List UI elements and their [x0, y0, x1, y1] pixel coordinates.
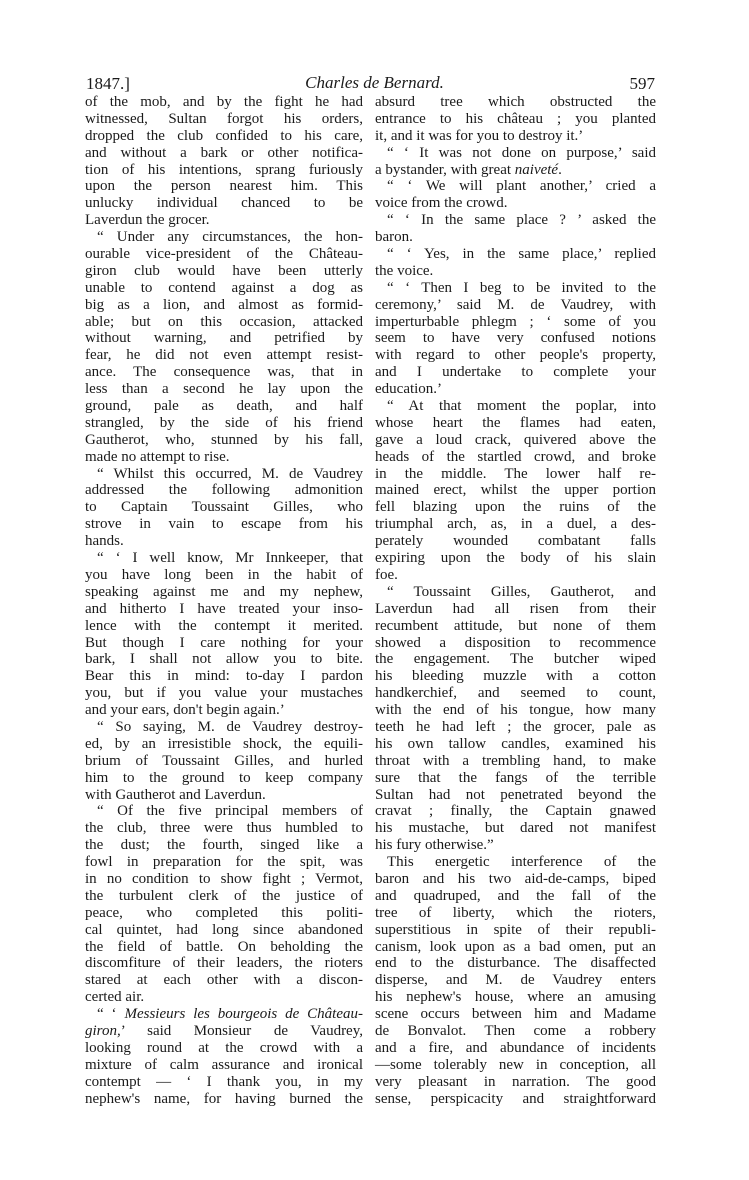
italic-text: naiveté: [514, 161, 559, 178]
text-line: [375, 787, 656, 804]
text-line: [85, 719, 363, 736]
text-line: [375, 651, 656, 668]
text-line: [85, 905, 363, 922]
line-text: dropped the club confided to his care,: [85, 127, 363, 144]
text-line: [85, 347, 363, 364]
running-title: Charles de Bernard.: [305, 73, 444, 92]
text-line: [85, 1040, 363, 1057]
line-text: his fury otherwise.”: [375, 837, 494, 854]
text-line: [375, 381, 656, 398]
line-text: less than a second he lay upon the: [85, 381, 363, 398]
line-text: cravat ; finally, the Captain gnawed: [375, 803, 656, 820]
line-text: fell blazing upon the ruins of the: [375, 499, 656, 516]
text-line: [375, 905, 656, 922]
line-text: “ Whilst this occurred, M. de Vaudrey: [97, 465, 363, 482]
line-text: his mustache, but dared not manifest: [375, 820, 656, 837]
text-line: [375, 94, 656, 111]
line-text: without warning, and petrified by: [85, 330, 363, 347]
line-text: very pleasant in narration. The good: [375, 1073, 656, 1090]
line-text: “ ‘: [97, 1006, 125, 1023]
line-text: his own tallow candles, examined his: [375, 735, 656, 752]
line-text: brium of Toussaint Gilles, and hurled: [85, 752, 363, 769]
text-line: [85, 972, 363, 989]
text-line: [85, 601, 363, 618]
text-line: [85, 516, 363, 533]
text-line: [375, 871, 656, 888]
line-text: the voice.: [375, 262, 434, 279]
italic-text: Messieurs les bourgeois de Château-: [124, 1006, 363, 1023]
text-line: [85, 195, 363, 212]
line-text: to Captain Toussaint Gilles, who: [85, 499, 363, 516]
line-text: with regard to other people's property,: [375, 347, 656, 364]
text-line: [85, 618, 363, 635]
text-line: [85, 178, 363, 195]
line-text: “ ‘ I well know, Mr Innkeeper, that: [97, 550, 363, 567]
text-line: [85, 888, 363, 905]
line-text: disperse, and M. de Vaudrey enters: [375, 972, 656, 989]
line-text: canism, look upon as a bad omen, put an: [375, 938, 656, 955]
line-text: “ Under any circumstances, the hon-: [97, 229, 363, 246]
line-text: de Bonvalot. Then come a robbery: [375, 1022, 656, 1039]
text-line: [85, 820, 363, 837]
text-line: [375, 1006, 656, 1023]
text-line: [375, 567, 656, 584]
line-text: a bystander, with great: [375, 161, 515, 178]
text-line: [85, 989, 363, 1006]
text-line: [375, 618, 656, 635]
line-text: upon the person nearest him. This: [85, 178, 363, 195]
text-line: [85, 128, 363, 145]
text-line: [375, 939, 656, 956]
text-line: [375, 330, 656, 347]
line-text: baron.: [375, 229, 413, 246]
line-text: stared at each other with a discon-: [85, 972, 363, 989]
line-text: in the middle. The lower half re-: [375, 465, 656, 482]
text-line: [375, 803, 656, 820]
text-line: [85, 263, 363, 280]
text-line: [375, 347, 656, 364]
text-line: [375, 246, 656, 263]
text-line: [85, 94, 363, 111]
text-line: [85, 955, 363, 972]
text-line: [375, 364, 656, 381]
line-text: fowl in preparation for the spit, was: [85, 854, 363, 871]
text-line: [375, 533, 656, 550]
line-text: perately wounded combatant falls: [375, 533, 656, 550]
text-line: [85, 145, 363, 162]
line-text: and a fire, and abundance of incidents: [375, 1039, 656, 1056]
line-text: superstitious in spite of their republi-: [375, 921, 656, 938]
text-line: [375, 989, 656, 1006]
line-text: Laverdun the grocer.: [85, 212, 210, 229]
year-header: 1847.]: [86, 74, 130, 93]
line-text: “ ‘ It was not done on purpose,’ said: [387, 144, 656, 161]
text-line: [375, 178, 656, 195]
line-text: ourable vice-president of the Château-: [85, 246, 363, 263]
text-line: [375, 668, 656, 685]
text-line: [85, 550, 363, 567]
line-text: scene occurs between him and Madame: [375, 1006, 656, 1023]
line-text: fear, he did not even attempt resist-: [85, 347, 363, 364]
text-line: [85, 533, 363, 550]
text-line: [375, 719, 656, 736]
line-text: unlucky individual chanced to be: [85, 195, 363, 212]
line-text: hands.: [85, 533, 124, 550]
text-line: [85, 939, 363, 956]
line-text: mained erect, whilst the upper portion: [375, 482, 656, 499]
text-line: [375, 854, 656, 871]
text-line: [375, 1040, 656, 1057]
text-line: [85, 212, 363, 229]
line-text: the field of battle. On beholding the: [85, 938, 363, 955]
line-text: able; but on this occasion, attacked: [85, 313, 363, 330]
text-line: [375, 263, 656, 280]
line-text: ed, by an irresistible shock, the equili-: [85, 735, 363, 752]
line-text: sure that the fangs of the terrible: [375, 769, 656, 786]
line-text: This energetic interference of the: [387, 854, 656, 871]
line-text: lence with the contempt it merited.: [85, 617, 363, 634]
line-text: absurd tree which obstructed the: [375, 94, 656, 110]
line-text: foe.: [375, 566, 398, 583]
line-text: Sultan had not penetrated beyond the: [375, 786, 656, 803]
line-text: expiring upon the body of his slain: [375, 550, 656, 567]
text-line: [375, 398, 656, 415]
line-text: and quadruped, and the fall of the: [375, 887, 656, 904]
text-line: [375, 753, 656, 770]
text-line: [85, 482, 363, 499]
text-line: [85, 111, 363, 128]
line-text: bark, I shall not allow you to bite.: [85, 651, 363, 668]
text-line: [375, 820, 656, 837]
text-line: [85, 567, 363, 584]
text-line: [375, 837, 656, 854]
line-text: tree of liberty, which the rioters,: [375, 904, 656, 921]
text-line: [85, 1074, 363, 1091]
text-line: [85, 499, 363, 516]
text-line: [375, 702, 656, 719]
line-text: heads of the startled crowd, and broke: [375, 448, 656, 465]
line-text: entrance to his château ; you planted: [375, 110, 656, 127]
line-text: throat with a trembling hand, to make: [375, 752, 656, 769]
text-line: [375, 449, 656, 466]
text-line: [375, 1074, 656, 1091]
text-line: [85, 635, 363, 652]
line-text: with Gautherot and Laverdun.: [85, 786, 266, 803]
line-text: baron and his two aid-de-camps, biped: [375, 870, 656, 887]
line-text: cal quintet, had long since abandoned: [85, 921, 363, 938]
line-text: strangled, by the side of his friend: [85, 414, 363, 431]
line-text: made no attempt to rise.: [85, 448, 230, 465]
text-line: [85, 854, 363, 871]
text-line: [375, 584, 656, 601]
text-line: [85, 381, 363, 398]
line-text: voice from the crowd.: [375, 195, 508, 212]
right-column: [375, 94, 656, 1107]
text-line: [375, 466, 656, 483]
line-text: ground, pale as death, and half: [85, 398, 363, 415]
left-column: [85, 94, 363, 1107]
text-line: [375, 888, 656, 905]
line-text: ceremony,’ said M. de Vaudrey, with: [375, 296, 656, 313]
line-text: peace, who completed this politi-: [85, 904, 363, 921]
text-line: [375, 736, 656, 753]
text-line: [85, 364, 363, 381]
text-line: [85, 398, 363, 415]
line-text: Gautherot, who, stunned by his fall,: [85, 431, 363, 448]
line-text: big as a lion, and almost as formid-: [85, 296, 363, 313]
line-text: you have long been in the habit of: [85, 566, 363, 583]
text-line: [375, 550, 656, 567]
line-text: gave a loud crack, quivered above the: [375, 431, 656, 448]
text-line: [375, 432, 656, 449]
text-line: [375, 280, 656, 297]
line-text: “ ‘ Yes, in the same place,’ replied: [387, 246, 656, 263]
line-text: “ Of the five principal members of: [97, 803, 363, 820]
line-text: it, and it was for you to destroy it.’: [375, 127, 584, 144]
line-text: looking round at the crowd with a: [85, 1039, 363, 1056]
line-text: But though I care nothing for your: [85, 634, 363, 651]
text-line: [375, 229, 656, 246]
text-line: [375, 922, 656, 939]
line-text: end to the disturbance. The disaffected: [375, 955, 656, 972]
text-line: [85, 229, 363, 246]
line-text: strove in vain to escape from his: [85, 516, 363, 533]
text-line: [375, 162, 656, 179]
text-line: [85, 753, 363, 770]
text-line: [375, 770, 656, 787]
text-line: [85, 1006, 363, 1023]
text-line: [85, 466, 363, 483]
text-line: [85, 280, 363, 297]
line-text: imperturbable phlegm ; ‘ some of you: [375, 313, 656, 330]
line-text: “ ‘ We will plant another,’ cried a: [387, 178, 656, 195]
text-line: [85, 1023, 363, 1040]
text-line: [375, 1057, 656, 1074]
line-text: the club, three were thus humbled to: [85, 820, 363, 837]
line-text: —some tolerably new in conception, all: [375, 1056, 656, 1073]
line-text: “ Toussaint Gilles, Gautherot, and: [387, 583, 656, 600]
line-text: sense, perspicacity and straightforward: [375, 1090, 656, 1107]
line-text: ance. The consequence was, that in: [85, 364, 363, 381]
text-line: [85, 787, 363, 804]
line-text: and I undertake to complete your: [375, 364, 656, 381]
line-text: showed a disposition to recommence: [375, 634, 656, 651]
text-line: [375, 195, 656, 212]
text-line: [375, 1023, 656, 1040]
line-text: his nephew's house, where an amusing: [375, 989, 656, 1006]
line-text: triumphal arch, as, in a duel, a des-: [375, 516, 656, 533]
line-text: him to the ground to keep company: [85, 769, 363, 786]
line-text: whose heart the flames had eaten,: [375, 414, 656, 431]
text-line: [375, 415, 656, 432]
line-text: with the end of his tongue, how many: [375, 702, 656, 719]
page-number: 597: [629, 74, 655, 93]
line-text: discomfiture of their leaders, the rioters: [85, 955, 363, 972]
text-line: [375, 601, 656, 618]
text-line: [85, 736, 363, 753]
line-text: .: [558, 161, 562, 178]
text-line: [85, 1057, 363, 1074]
text-line: [85, 837, 363, 854]
text-line: [375, 499, 656, 516]
line-text: witnessed, Sultan forgot his orders,: [85, 110, 363, 127]
text-line: [375, 314, 656, 331]
line-text: the dust; the fourth, singed like a: [85, 837, 363, 854]
text-line: [85, 297, 363, 314]
text-line: [85, 685, 363, 702]
line-text: addressed the following admonition: [85, 482, 363, 499]
line-text: “ At that moment the poplar, into: [387, 398, 656, 415]
line-text: ’ said Monsieur de Vaudrey,: [120, 1022, 363, 1039]
line-text: of the mob, and by the fight he had: [85, 94, 363, 110]
line-text: contempt — ‘ I thank you, in my: [85, 1073, 363, 1090]
line-text: mixture of calm assurance and ironical: [85, 1056, 363, 1073]
line-text: education.’: [375, 381, 443, 398]
text-line: [85, 651, 363, 668]
line-text: and without a bark or other notifica-: [85, 144, 363, 161]
line-text: the engagement. The butcher wiped: [375, 651, 656, 668]
line-text: tion of his intentions, sprang furiously: [85, 161, 363, 178]
text-line: [85, 668, 363, 685]
text-line: [375, 1091, 656, 1108]
line-text: and hitherto I have treated your inso-: [85, 600, 363, 617]
line-text: handkerchief, and seemed to count,: [375, 685, 656, 702]
text-line: [375, 212, 656, 229]
line-text: unable to contend against a dog as: [85, 279, 363, 296]
line-text: you, but if you value your mustaches: [85, 685, 363, 702]
text-line: [85, 330, 363, 347]
text-line: [85, 432, 363, 449]
text-line: [375, 955, 656, 972]
text-line: [85, 584, 363, 601]
line-text: “ ‘ In the same place ? ’ asked the: [387, 212, 656, 229]
text-line: [85, 1091, 363, 1108]
line-text: Laverdun had all risen from their: [375, 600, 656, 617]
text-line: [375, 297, 656, 314]
text-line: [85, 803, 363, 820]
line-text: speaking against me and my nephew,: [85, 583, 363, 600]
text-line: [85, 162, 363, 179]
text-line: [375, 635, 656, 652]
italic-text: giron,: [85, 1022, 121, 1039]
line-text: in no condition to show fight ; Vermot,: [85, 870, 363, 887]
text-line: [85, 415, 363, 432]
line-text: recumbent attitude, but none of them: [375, 617, 656, 634]
line-text: teeth he had left ; the grocer, pale as: [375, 718, 656, 735]
text-line: [375, 972, 656, 989]
text-line: [85, 702, 363, 719]
line-text: and your ears, don't begin again.’: [85, 702, 285, 719]
text-line: [85, 314, 363, 331]
text-line: [85, 246, 363, 263]
line-text: seem to have very confused notions: [375, 330, 656, 347]
line-text: nephew's name, for having burned the: [85, 1090, 363, 1107]
line-text: Bear this in mind: to-day I pardon: [85, 668, 363, 685]
line-text: giron club would have been utterly: [85, 262, 363, 279]
text-line: [85, 770, 363, 787]
text-line: [375, 685, 656, 702]
line-text: the turbulent clerk of the justice of: [85, 887, 363, 904]
line-text: “ ‘ Then I beg to be invited to the: [387, 279, 656, 296]
text-line: [375, 482, 656, 499]
text-line: [375, 128, 656, 145]
text-line: [85, 449, 363, 466]
line-text: his bleeding muzzle with a cotton: [375, 668, 656, 685]
text-line: [375, 516, 656, 533]
text-line: [375, 145, 656, 162]
text-line: [375, 111, 656, 128]
text-line: [85, 871, 363, 888]
line-text: certed air.: [85, 989, 145, 1006]
line-text: “ So saying, M. de Vaudrey destroy-: [97, 718, 363, 735]
text-line: [85, 922, 363, 939]
